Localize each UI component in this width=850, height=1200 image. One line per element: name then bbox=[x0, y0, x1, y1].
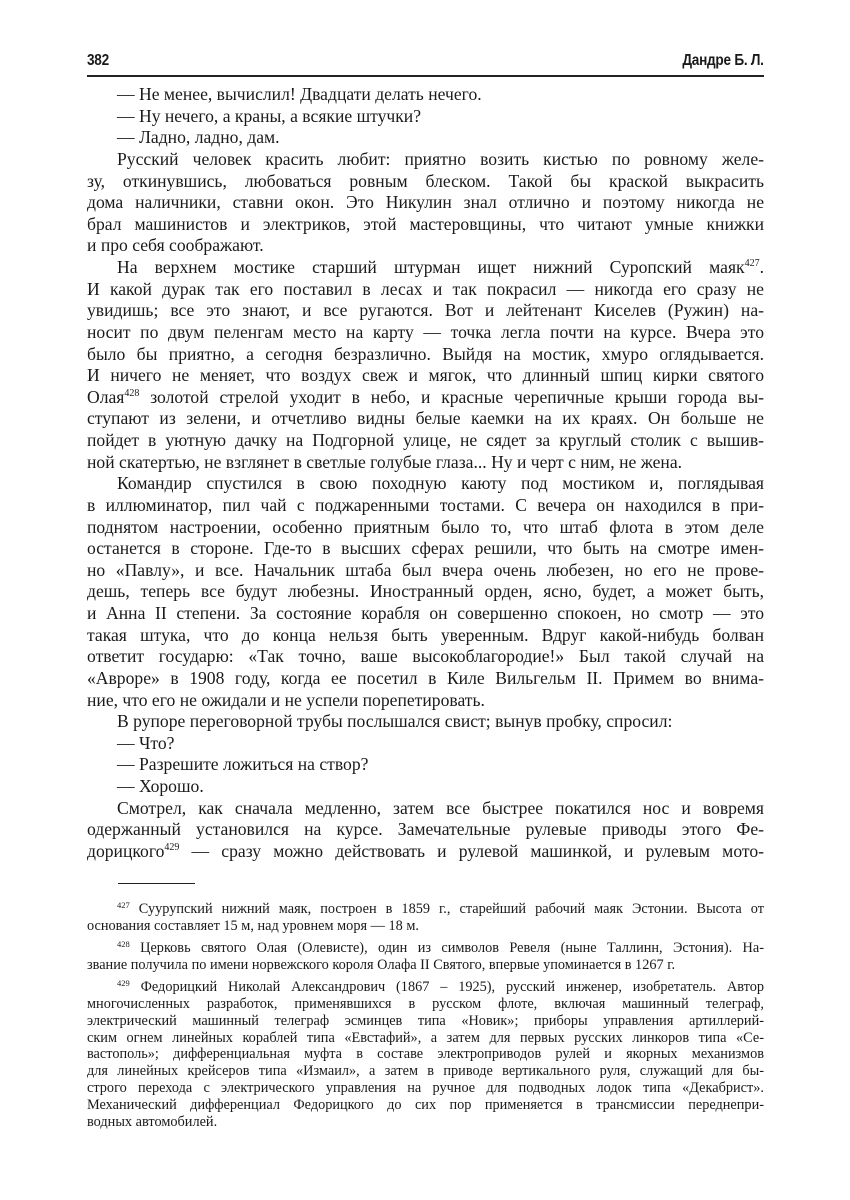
footnote-line: многочисленных разработок, применявшихся в русском флоте, включая машинный телеграф, bbox=[87, 995, 764, 1012]
footnote-line: ским огнем линейных кораблей типа «Евстафий», а затем для первых русских линкоров типа «Се- bbox=[87, 1029, 764, 1046]
text-line: зу, откинувшись, любоваться ровным блеском. Такой бы краской выкрасить bbox=[87, 170, 764, 191]
text-line: — Ладно, ладно, дам. bbox=[117, 127, 280, 148]
text-line: и про себя соображают. bbox=[87, 235, 264, 256]
text-line: В рупоре переговорной трубы послышался свист; вынув пробку, спросил: bbox=[117, 711, 673, 732]
text-line: ной скатертью, не взглянет в светлые голубые глаза... Ну и черт с ним, не жена. bbox=[87, 451, 683, 472]
header-rule bbox=[87, 75, 764, 77]
text-line: но «Павлу», и все. Начальник штаба был вчера очень любезен, но его не прове- bbox=[87, 559, 764, 580]
text-line: И какой дурак так его поставил в лесах и так покрасил — никогда его сразу не bbox=[87, 278, 764, 299]
text-line: ответит государю: «Так точно, ваше высокоблагородие!» Был такой случай на bbox=[87, 646, 764, 667]
text-line: — Хорошо. bbox=[117, 776, 204, 796]
footnote-line: электрический машинный телеграф эсминцев типа «Новик»; приборы управления артиллерий- bbox=[87, 1012, 764, 1029]
text-line: Русский человек красить любит: приятно возить кистью по ровному желе- bbox=[117, 148, 764, 169]
footnote-line: звание получила по имени норвежского короля Олафа II Святого, впервые упоминается в 1267 г. bbox=[87, 956, 676, 973]
text-line: носит по двум пеленгам место на карту — точка легла почти на курсе. Вчера это bbox=[87, 321, 764, 342]
text-line: — Разрешите ложиться на створ? bbox=[117, 754, 369, 775]
footnote-line: основания составляет 15 м, над уровнем моря — 18 м. bbox=[87, 917, 419, 934]
text-line: Смотрел, как сначала медленно, затем все быстрее покатился нос и вовремя bbox=[117, 797, 764, 818]
text-line: останется в стороне. Где-то в высших сферах решили, что быть на смотре имен- bbox=[87, 538, 764, 559]
running-header-author: Дандре Б. Л. bbox=[682, 52, 764, 69]
text-line: ние, что его не ожидали и не успели порепетировать. bbox=[87, 689, 485, 710]
text-line: Командир спустился в свою походную каюту под мостиком и, поглядывая bbox=[117, 473, 764, 494]
text-line: — Что? bbox=[117, 732, 175, 753]
text-line: было бы приятно, а сегодня безразлично. Выйдя на мостик, хмуро оглядывается. bbox=[87, 343, 764, 364]
footnote-line: Механический дифференциал Федорицкого до сих пор применяется в трансмиссии переднепри- bbox=[87, 1096, 764, 1113]
text-line: пойдет в уютную дачку на Подгорной улице, не сядет за круглый столик с вышив- bbox=[87, 430, 764, 450]
footnote-number: 427 bbox=[117, 900, 130, 910]
text-line: дома наличники, ставни окон. Это Никулин знал отлично и поэтому никогда не bbox=[87, 192, 764, 213]
footnote-line: $^{429}$ Федорицкий Николай Александрович (1867 – 1925), русский инженер, изобретатель. Автор bbox=[117, 978, 764, 996]
footnotes bbox=[87, 901, 764, 1136]
text-line: Олая$^{428}$ золотой стрелой уходит в небо, и красные черепичные крыши города вы- bbox=[87, 386, 764, 407]
footnote-reference[interactable]: 428 bbox=[124, 387, 140, 399]
footnote-line: строго перехода с электрического управления на ручное для подводных лодок типа «Декабрист». bbox=[87, 1079, 764, 1096]
footnote-428 bbox=[87, 940, 764, 974]
text-line: в иллюминатор, пил чай с поджаренными тостами. С вечера он находился в при- bbox=[87, 494, 764, 515]
text-line: поднятом настроении, особенно приятным было то, что штаб флота в этом деле bbox=[87, 516, 764, 537]
text-line: увидишь; все это знают, и все ругаются. Вот и лейтенант Киселев (Ружин) на- bbox=[87, 300, 764, 321]
text-line: и Анна II степени. За состояние корабля он совершенно спокоен, но смотр — это bbox=[87, 603, 764, 623]
text-line: — Не менее, вычислил! Двадцати делать нечего. bbox=[117, 84, 482, 104]
text-line: брал машинистов и электриков, этой мастеровщины, что читают умные книжки bbox=[87, 213, 764, 234]
footnote-rule bbox=[118, 883, 195, 884]
text-line: одержанный установился на курсе. Замечательные рулевые приводы этого Фе- bbox=[87, 819, 764, 840]
footnote-line: вастополь»; дифференциальная муфта в составе электроприводов рулей и якорных механизмов bbox=[87, 1046, 764, 1063]
text-line: такая штука, что до конца нельзя быть уверенным. Вдруг какой-нибудь болван bbox=[87, 624, 764, 645]
text-line: И ничего не меняет, что воздух свеж и мягок, что длинный шпиц кирки святого bbox=[87, 365, 764, 386]
text-line: дорицкого$^{429}$ — сразу можно действовать и рулевой машинкой, и рулевым мото- bbox=[87, 840, 764, 861]
footnote-number: 429 bbox=[117, 978, 130, 989]
text-line: — Ну нечего, а краны, а всякие штучки? bbox=[117, 105, 422, 126]
text-line: На верхнем мостике старший штурман ищет нижний Суропский маяк$^{427}$. bbox=[117, 257, 764, 277]
footnote-line: $^{427}$ Суурупский нижний маяк, построен в 1859 г., старейший рабочий маяк Эстонии. Высота от bbox=[117, 900, 764, 917]
body-text bbox=[87, 84, 764, 863]
text-line: «Авроре» в 1908 году, когда ее посетил в Киле Вильгельм II. Примем во внима- bbox=[87, 667, 764, 688]
footnote-427 bbox=[87, 901, 764, 935]
footnote-line: $^{428}$ Церковь святого Олая (Олевисте), один из символов Ревеля (ныне Таллинн, Эстония). На- bbox=[117, 939, 764, 957]
text-line: ступают из зелени, и отчетливо видны белые каемки на их краях. Он больше не bbox=[87, 408, 764, 429]
page-number: 382 bbox=[87, 52, 109, 69]
footnote-line: водных автомобилей. bbox=[87, 1113, 218, 1130]
footnote-429 bbox=[87, 979, 764, 1130]
footnote-number: 428 bbox=[117, 939, 130, 950]
footnote-reference[interactable]: 429 bbox=[164, 841, 180, 853]
footnote-line: для линейных крейсеров типа «Измаил», а затем в приводе вертикального руля, служащий для бы- bbox=[87, 1063, 764, 1080]
text-line: дешь, теперь все будут любезны. Иностранный орден, ясно, будет, а может быть, bbox=[87, 581, 764, 602]
footnote-reference[interactable]: 427 bbox=[744, 258, 760, 269]
